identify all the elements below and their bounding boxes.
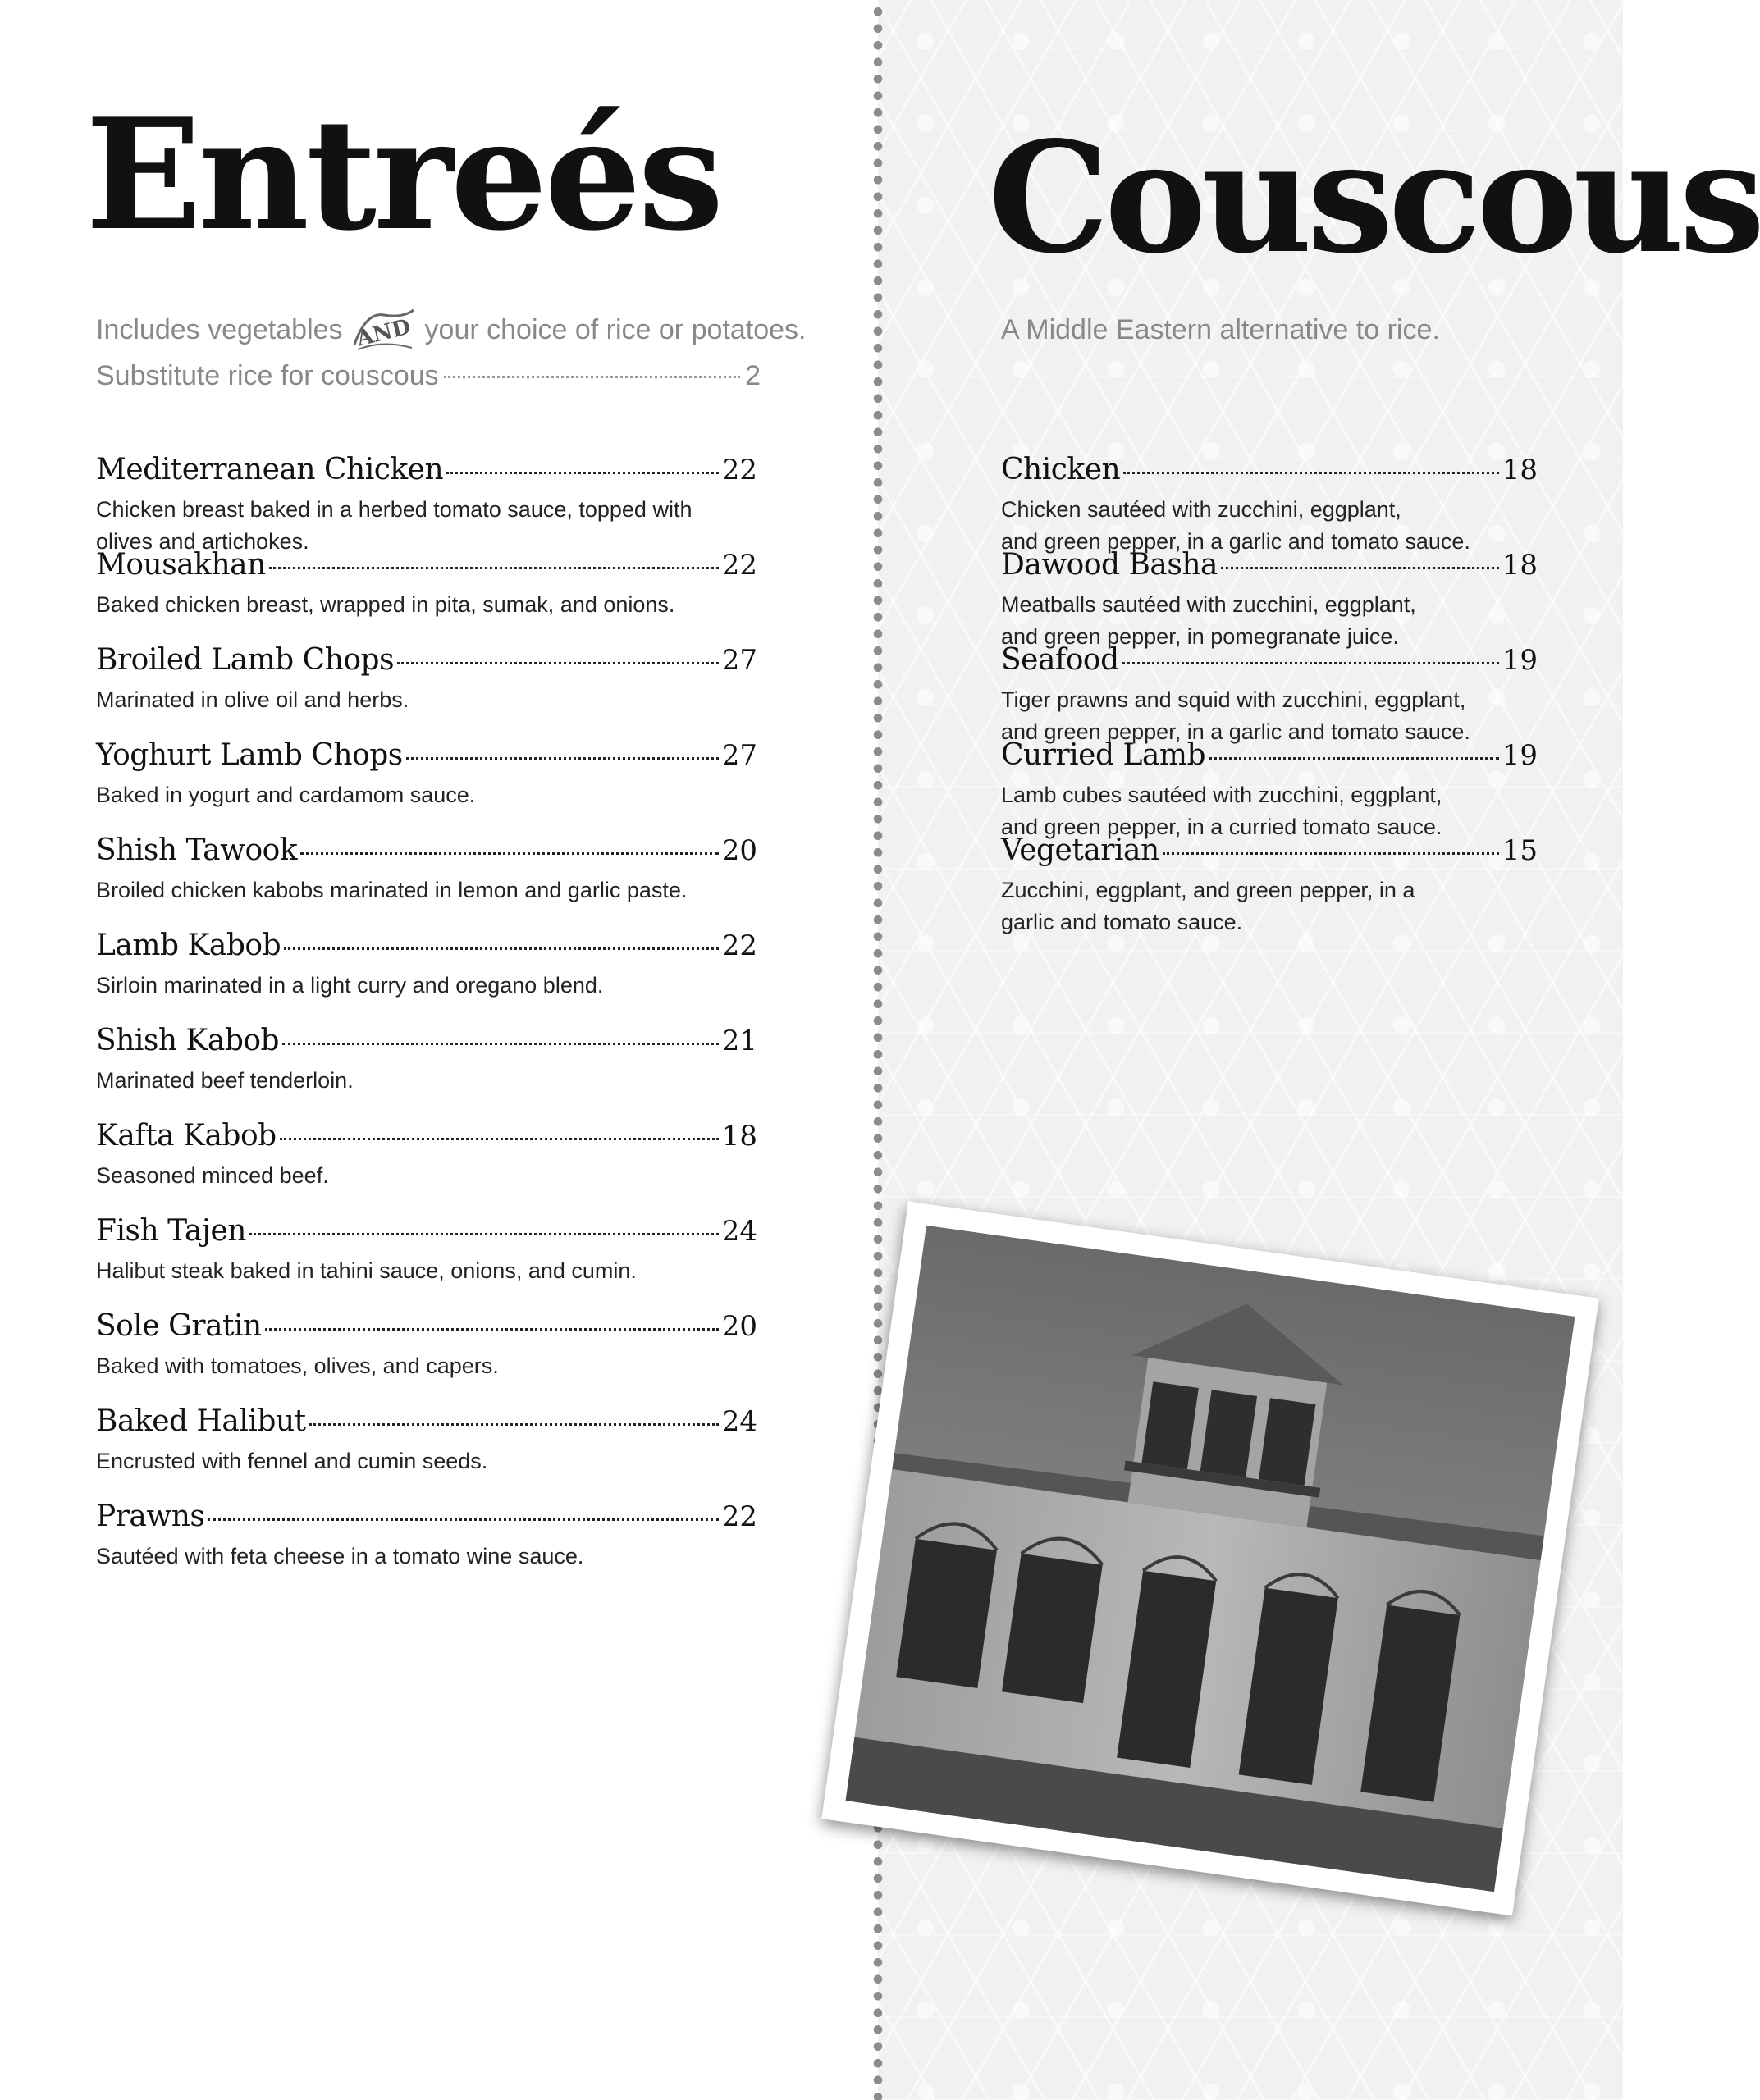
dot-leader — [208, 1518, 718, 1521]
item-price: 22 — [721, 1500, 757, 1533]
menu-item — [96, 738, 757, 833]
menu-item — [96, 1024, 757, 1119]
item-name: Seafood — [1001, 643, 1119, 677]
menu-item — [96, 453, 757, 554]
item-name: Chicken — [1001, 453, 1121, 486]
dot-leader — [269, 567, 719, 569]
item-name: Mousakhan — [96, 548, 266, 582]
entrees-intro — [96, 307, 807, 399]
couscous-menu-list — [1001, 453, 1538, 934]
item-description-line: Tiger prawns and squid with zucchini, eggplant, — [1001, 687, 1466, 712]
item-price: 18 — [721, 1120, 757, 1153]
dot-leader — [444, 376, 740, 378]
item-price: 27 — [721, 739, 757, 772]
item-name: Lamb Kabob — [96, 929, 281, 962]
item-description-line: garlic and tomato sauce. — [1001, 910, 1243, 934]
menu-item — [1001, 453, 1538, 554]
item-price: 19 — [1502, 739, 1538, 772]
item-price: 15 — [1502, 834, 1538, 867]
building-photo-frame — [821, 1202, 1598, 1916]
dot-leader — [446, 472, 719, 474]
dot-leader — [1209, 757, 1499, 760]
item-description-line: Chicken breast baked in a herbed tomato sauce, topped with — [96, 497, 693, 522]
item-description-line: Seasoned minced beef. — [96, 1163, 329, 1188]
item-description-line: Lamb cubes sautéed with zucchini, eggplant, — [1001, 783, 1442, 807]
item-description-line: and green pepper, in a garlic and tomato sauce. — [1001, 719, 1470, 744]
item-description-line: Halibut steak baked in tahini sauce, onions, and cumin. — [96, 1258, 637, 1283]
item-name: Mediterranean Chicken — [96, 453, 444, 486]
item-description — [96, 1541, 757, 1573]
couscous-intro: A Middle Eastern alternative to rice. — [1001, 314, 1440, 345]
item-price: 27 — [721, 644, 757, 677]
item-name: Yoghurt Lamb Chops — [96, 738, 403, 772]
item-name: Fish Tajen — [96, 1214, 246, 1248]
item-description — [1001, 874, 1538, 938]
dot-leader — [1163, 852, 1499, 855]
entrees-intro-line — [96, 307, 807, 353]
dot-leader — [280, 1138, 719, 1140]
dot-leader — [397, 662, 719, 664]
substitute-line — [96, 353, 761, 399]
item-description-line: Marinated beef tenderloin. — [96, 1068, 354, 1093]
item-description — [96, 874, 757, 906]
dot-leader — [265, 1328, 719, 1331]
item-description-line: Baked with tomatoes, olives, and capers. — [96, 1354, 499, 1378]
entrees-title: Entreés — [85, 84, 721, 264]
dot-leader — [406, 757, 719, 760]
menu-item — [96, 833, 757, 929]
item-description — [96, 779, 757, 811]
item-price: 24 — [721, 1405, 757, 1438]
item-name: Shish Kabob — [96, 1024, 280, 1057]
menu-item — [96, 929, 757, 1024]
item-description-line: Baked in yogurt and cardamom sauce. — [96, 783, 476, 807]
item-name: Shish Tawook — [96, 833, 298, 867]
item-description-line: and green pepper, in a curried tomato sauce. — [1001, 815, 1442, 839]
item-description-line: Marinated in olive oil and herbs. — [96, 687, 409, 712]
menu-item — [96, 643, 757, 738]
item-description-line: Sautéed with feta cheese in a tomato wine sauce. — [96, 1544, 584, 1568]
item-description-line: Meatballs sautéed with zucchini, eggplant, — [1001, 592, 1416, 617]
entrees-menu-list — [96, 453, 757, 1595]
menu-item — [96, 548, 757, 643]
item-description-line: and green pepper, in pomegranate juice. — [1001, 624, 1399, 649]
menu-item — [96, 1500, 757, 1595]
item-name: Prawns — [96, 1500, 205, 1533]
item-name: Dawood Basha — [1001, 548, 1218, 582]
building-photo — [846, 1226, 1575, 1892]
entrees-intro-text-2: your choice of rice or potatoes. — [424, 314, 807, 345]
menu-item — [1001, 833, 1538, 934]
menu-item — [96, 1404, 757, 1500]
item-description-line: Encrusted with fennel and cumin seeds. — [96, 1449, 488, 1473]
dot-leader — [300, 852, 719, 855]
item-price: 22 — [721, 929, 757, 962]
item-name: Kafta Kabob — [96, 1119, 277, 1153]
and-ornament-icon — [350, 307, 418, 353]
item-name: Curried Lamb — [1001, 738, 1206, 772]
item-description — [96, 589, 757, 621]
item-description-line: Broiled chicken kabobs marinated in lemon and garlic paste. — [96, 878, 688, 902]
substitute-price: 2 — [745, 360, 761, 391]
item-description — [96, 1445, 757, 1477]
item-price: 19 — [1502, 644, 1538, 677]
item-price: 20 — [721, 834, 757, 867]
item-name: Sole Gratin — [96, 1309, 262, 1343]
menu-item — [96, 1309, 757, 1404]
menu-item — [96, 1214, 757, 1309]
item-description — [96, 684, 757, 716]
and-ornament-text: AND — [354, 314, 413, 352]
dot-leader — [284, 947, 719, 950]
item-price: 22 — [721, 549, 757, 582]
couscous-title: Couscous — [988, 107, 1760, 287]
item-description — [96, 1065, 757, 1097]
item-description — [96, 970, 757, 1002]
item-description-line: Zucchini, eggplant, and green pepper, in a — [1001, 878, 1415, 902]
dot-leader — [249, 1233, 719, 1235]
item-name: Baked Halibut — [96, 1404, 306, 1438]
item-price: 18 — [1502, 549, 1538, 582]
menu-item — [1001, 738, 1538, 839]
dot-leader — [1221, 567, 1499, 569]
entrees-intro-text-1: Includes vegetables — [96, 314, 343, 345]
item-name: Vegetarian — [1001, 833, 1159, 867]
item-description — [96, 1350, 757, 1382]
item-description-line: Baked chicken breast, wrapped in pita, sumak, and onions. — [96, 592, 675, 617]
menu-item — [1001, 548, 1538, 649]
item-description — [96, 1160, 757, 1192]
item-price: 21 — [721, 1025, 757, 1057]
item-description-line: Chicken sautéed with zucchini, eggplant, — [1001, 497, 1401, 522]
item-description-line: and green pepper, in a garlic and tomato sauce. — [1001, 529, 1470, 554]
item-price: 18 — [1502, 454, 1538, 486]
item-name: Broiled Lamb Chops — [96, 643, 395, 677]
building-photo-icon — [846, 1226, 1575, 1892]
dot-leader — [1122, 662, 1499, 664]
dot-leader — [309, 1423, 719, 1426]
item-price: 22 — [721, 454, 757, 486]
item-description-line: olives and artichokes. — [96, 529, 309, 554]
item-price: 24 — [721, 1215, 757, 1248]
dot-leader — [1123, 472, 1499, 474]
item-description-line: Sirloin marinated in a light curry and oregano blend. — [96, 973, 604, 998]
item-price: 20 — [721, 1310, 757, 1343]
item-description — [96, 1255, 757, 1287]
dot-leader — [282, 1043, 719, 1045]
substitute-label: Substitute rice for couscous — [96, 360, 439, 391]
menu-item — [96, 1119, 757, 1214]
menu-item — [1001, 643, 1538, 744]
